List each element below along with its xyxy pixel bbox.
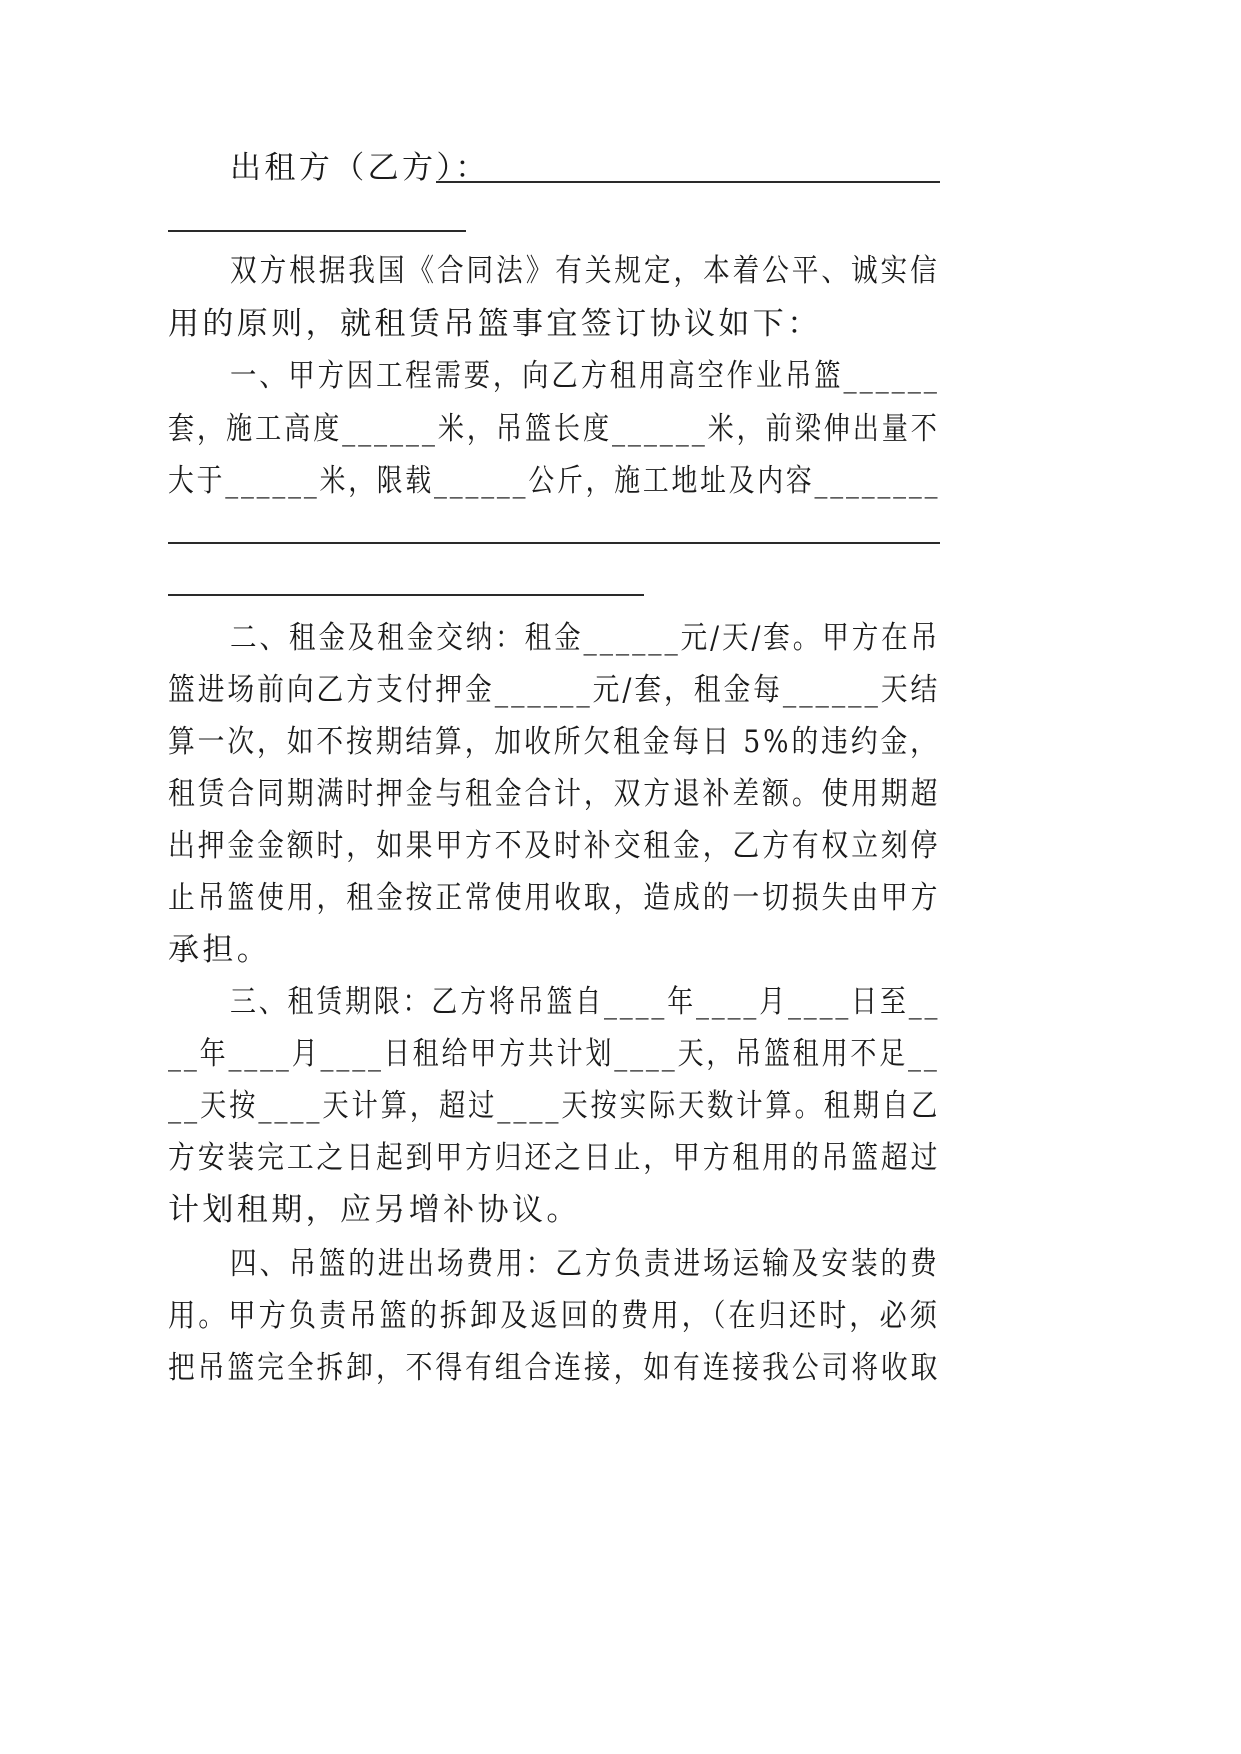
clause3-line-1: [0, 982, 1241, 1022]
clause1-text: 大于______米，限载______公斤，施工地址及内容________: [168, 463, 941, 499]
clause4-text: 把吊篮完全拆卸，不得有组合连接，如有连接我公司将收取: [168, 1350, 941, 1386]
clause4-text: 用。甲方负责吊篮的拆卸及返回的费用，（在归还时，必须: [168, 1298, 940, 1334]
address-blank-underline: [168, 542, 940, 544]
clause2-text: 算一次，如不按期结算，加收所欠租金每日 5%的违约金，: [168, 724, 940, 760]
clause1-line-1: [0, 356, 1241, 396]
clause2-line-2: [0, 670, 1241, 710]
clause3-text: __年____月____日租给甲方共计划____天，吊篮租用不足__: [168, 1036, 940, 1072]
clause3-text: 计划租期，应另增补协议。: [168, 1192, 581, 1228]
preamble-text: 用的原则，就租赁吊篮事宜签订协议如下：: [168, 306, 822, 342]
clause4-line-1: [0, 1244, 1241, 1284]
clause2-line-3: [0, 722, 1241, 762]
clause2-text: 止吊篮使用，租金按正常使用收取，造成的一切损失由甲方: [168, 880, 941, 916]
clause3-line-2: [0, 1034, 1241, 1074]
clause3-text: 方安装完工之日起到甲方归还之日止，甲方租用的吊篮超过: [168, 1140, 941, 1176]
clause4-line-2: [0, 1296, 1241, 1336]
clause2-line-1: [0, 618, 1241, 658]
clause3-line-4: [0, 1138, 1241, 1178]
lessor-line: [0, 148, 1241, 188]
clause2-text: 承担。: [168, 932, 272, 968]
clause2-text: 租赁合同期满时押金与租金合计，双方退补差额。使用期超: [168, 776, 941, 812]
clause4-line-3: [0, 1348, 1241, 1388]
clause2-line-6: [0, 878, 1241, 918]
clause1-line-3: [0, 461, 1241, 501]
clause3-line-5: [0, 1190, 1241, 1230]
clause3-line-3: [0, 1086, 1241, 1126]
preamble-text: 双方根据我国《合同法》有关规定，本着公平、诚实信: [230, 253, 940, 289]
clause4-text: 四、吊篮的进出场费用：乙方负责进场运输及安装的费: [230, 1246, 940, 1282]
clause3-text: 三、租赁期限：乙方将吊篮自____年____月____日至__: [230, 984, 941, 1020]
lessor-label: 出租方（乙方）：: [230, 150, 490, 186]
clause1-text: 套，施工高度______米，吊篮长度______米，前梁伸出量不: [168, 411, 940, 447]
address-blank-underline-cont: [168, 594, 644, 596]
clause3-text: __天按____天计算，超过____天按实际天数计算。租期自乙: [168, 1088, 941, 1124]
clause2-text: 二、租金及租金交纳：租金______元/天/套。甲方在吊: [230, 620, 941, 656]
clause1-text: 一、甲方因工程需要，向乙方租用高空作业吊篮______: [230, 358, 940, 394]
clause1-line-2: [0, 409, 1241, 449]
preamble-line-2: [0, 304, 1241, 344]
clause2-line-7: [0, 930, 1241, 970]
clause2-line-4: [0, 774, 1241, 814]
lessor-blank-underline-cont: [168, 230, 466, 232]
lessor-blank-underline: [436, 181, 940, 183]
preamble-line-1: [0, 251, 1241, 291]
clause2-text: 出押金金额时，如果甲方不及时补交租金，乙方有权立刻停: [168, 828, 941, 864]
clause2-text: 篮进场前向乙方支付押金______元/套，租金每______天结: [168, 672, 941, 708]
clause2-line-5: [0, 826, 1241, 866]
